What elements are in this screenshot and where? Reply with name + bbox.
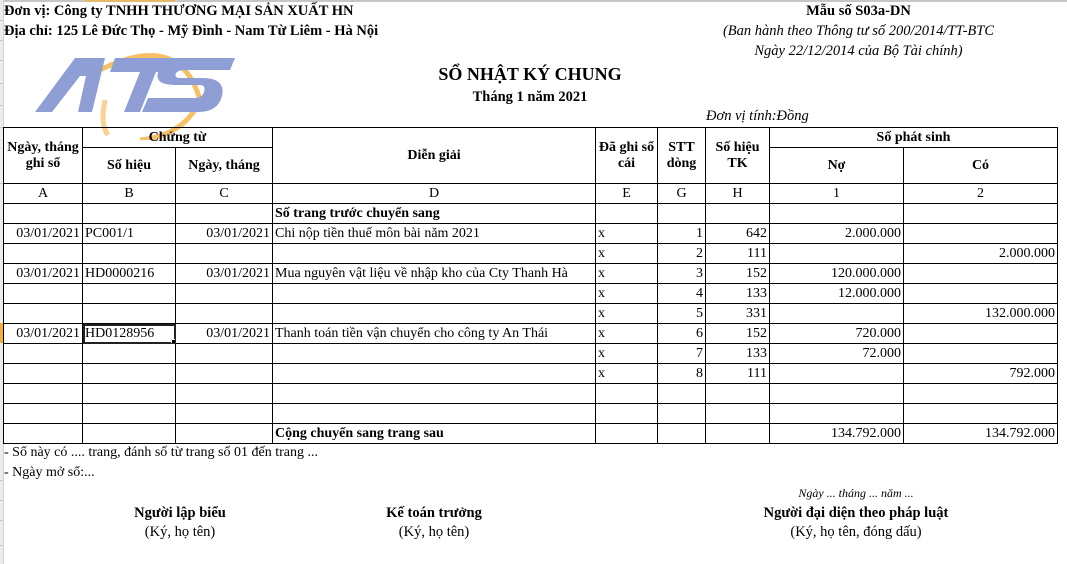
letter-cell[interactable]: H xyxy=(706,184,770,204)
line-no-cell[interactable]: 5 xyxy=(658,304,706,324)
account-cell[interactable]: 111 xyxy=(706,364,770,384)
description-cell[interactable]: Mua nguyên vật liệu về nhập kho của Cty Thanh Hà xyxy=(273,264,596,284)
cell[interactable] xyxy=(4,404,83,424)
debit-cell[interactable]: 120.000.000 xyxy=(770,264,904,284)
letter-cell[interactable]: C xyxy=(176,184,273,204)
cell[interactable] xyxy=(904,204,1058,224)
row-gridline xyxy=(0,60,3,61)
credit-cell[interactable] xyxy=(904,264,1058,284)
debit-cell[interactable] xyxy=(770,364,904,384)
fill-handle[interactable] xyxy=(171,339,176,344)
company-name: Đơn vị: Công ty TNHH THƯƠNG MẠI SẢN XUẤT HN xyxy=(4,3,354,19)
cell[interactable] xyxy=(706,384,770,404)
description-cell[interactable]: Chi nộp tiền thuế môn bài năm 2021 xyxy=(273,224,596,244)
table-row xyxy=(4,264,1058,284)
voucher-no-cell[interactable] xyxy=(83,244,176,264)
description-cell[interactable] xyxy=(273,344,596,364)
chief-accountant-sign-note: (Ký, họ tên) xyxy=(398,524,470,540)
account-cell[interactable]: 152 xyxy=(706,264,770,284)
cell[interactable] xyxy=(904,404,1058,424)
header-credit[interactable]: Có xyxy=(904,148,1058,184)
cell[interactable] xyxy=(83,424,176,444)
cell[interactable] xyxy=(658,384,706,404)
cell[interactable] xyxy=(4,384,83,404)
carried-forward-label[interactable]: Số trang trước chuyển sang xyxy=(273,204,596,224)
debit-cell[interactable]: 720.000 xyxy=(770,324,904,344)
line-no-cell[interactable]: 1 xyxy=(658,224,706,244)
voucher-no-cell[interactable]: PC001/1 xyxy=(83,224,176,244)
column-header-edge xyxy=(0,0,1067,2)
cell[interactable] xyxy=(4,424,83,444)
header-amount[interactable]: Số phát sinh xyxy=(770,128,1058,148)
voucher-no-cell[interactable]: HD0000216 xyxy=(83,264,176,284)
header-voucher[interactable]: Chứng từ xyxy=(83,128,273,148)
header-account-no[interactable]: Số hiệu TK xyxy=(706,128,770,184)
date-cell[interactable] xyxy=(4,364,83,384)
selected-column-indicator xyxy=(85,0,175,2)
voucher-date-cell[interactable]: 03/01/2021 xyxy=(176,264,273,284)
description-cell[interactable]: Thanh toán tiền vận chuyển cho công ty An Thái xyxy=(273,324,596,344)
voucher-no-cell[interactable] xyxy=(83,284,176,304)
cell[interactable] xyxy=(770,384,904,404)
legal-rep-title: Người đại diện theo pháp luật xyxy=(763,505,949,521)
chief-accountant-title: Kế toán trưởng xyxy=(386,505,482,521)
note-pages: - Sổ này có .... trang, đánh số từ trang số 01 đến trang ... xyxy=(4,445,318,460)
letter-cell[interactable]: A xyxy=(4,184,83,204)
posted-cell[interactable]: x xyxy=(596,324,658,344)
posted-cell[interactable]: x xyxy=(596,284,658,304)
account-cell[interactable]: 133 xyxy=(706,344,770,364)
cell[interactable] xyxy=(83,404,176,424)
account-cell[interactable]: 642 xyxy=(706,224,770,244)
cell[interactable] xyxy=(658,404,706,424)
column-letter-row xyxy=(4,184,1058,204)
account-cell[interactable]: 152 xyxy=(706,324,770,344)
total-credit[interactable]: 134.792.000 xyxy=(904,424,1058,444)
date-cell[interactable] xyxy=(4,244,83,264)
cell[interactable] xyxy=(706,204,770,224)
voucher-date-cell[interactable]: 03/01/2021 xyxy=(176,324,273,344)
note-open-date: - Ngày mở sổ:... xyxy=(4,465,95,480)
cell[interactable] xyxy=(706,404,770,424)
table-row xyxy=(4,304,1058,324)
posted-cell[interactable]: x xyxy=(596,224,658,244)
row-gridline xyxy=(0,520,3,521)
line-no-cell[interactable]: 8 xyxy=(658,364,706,384)
cell[interactable] xyxy=(4,204,83,224)
table-row xyxy=(4,284,1058,304)
page-title: SỔ NHẬT KÝ CHUNG xyxy=(438,64,622,84)
description-cell[interactable] xyxy=(273,304,596,324)
account-cell[interactable]: 111 xyxy=(706,244,770,264)
header-posted-ledger[interactable]: Đã ghi sổ cái xyxy=(596,128,658,184)
header-debit[interactable]: Nợ xyxy=(770,148,904,184)
row-gridline xyxy=(0,20,3,21)
header-voucher-no[interactable]: Số hiệu xyxy=(83,148,176,184)
cell[interactable] xyxy=(83,384,176,404)
cell[interactable] xyxy=(904,384,1058,404)
voucher-no-cell[interactable] xyxy=(83,304,176,324)
cell[interactable] xyxy=(273,384,596,404)
letter-cell[interactable]: G xyxy=(658,184,706,204)
voucher-no-cell[interactable] xyxy=(83,364,176,384)
total-label[interactable]: Cộng chuyển sang trang sau xyxy=(273,424,596,444)
line-no-cell[interactable]: 2 xyxy=(658,244,706,264)
total-row xyxy=(4,424,1058,444)
date-cell[interactable]: 03/01/2021 xyxy=(4,324,83,344)
cell[interactable] xyxy=(596,204,658,224)
header-voucher-date[interactable]: Ngày, tháng xyxy=(176,148,273,184)
voucher-no-text: HD0128956 xyxy=(85,326,155,341)
row-gridline xyxy=(0,545,3,546)
letter-cell[interactable]: D xyxy=(273,184,596,204)
company-address: Địa chỉ: 125 Lê Đức Thọ - Mỹ Đình - Nam Từ Liêm - Hà Nội xyxy=(4,23,379,39)
cell[interactable] xyxy=(176,404,273,424)
table-row xyxy=(4,344,1058,364)
journal-table xyxy=(3,127,1058,444)
preparer-title: Người lập biểu xyxy=(134,505,226,521)
account-cell[interactable]: 331 xyxy=(706,304,770,324)
date-cell[interactable]: 03/01/2021 xyxy=(4,224,83,244)
line-no-cell[interactable]: 3 xyxy=(658,264,706,284)
cell[interactable] xyxy=(596,424,658,444)
header-line-no[interactable]: STT dòng xyxy=(658,128,706,184)
posted-cell[interactable]: x xyxy=(596,344,658,364)
cell[interactable] xyxy=(176,424,273,444)
description-cell[interactable] xyxy=(273,364,596,384)
debit-cell[interactable]: 2.000.000 xyxy=(770,224,904,244)
credit-cell[interactable]: 792.000 xyxy=(904,364,1058,384)
debit-cell[interactable] xyxy=(770,304,904,324)
posted-cell[interactable]: x xyxy=(596,264,658,284)
voucher-no-cell[interactable] xyxy=(83,344,176,364)
credit-cell[interactable] xyxy=(904,224,1058,244)
page-subtitle: Tháng 1 năm 2021 xyxy=(472,89,588,105)
description-cell[interactable] xyxy=(273,284,596,304)
debit-cell[interactable]: 12.000.000 xyxy=(770,284,904,304)
cell[interactable] xyxy=(176,204,273,224)
cell[interactable] xyxy=(596,404,658,424)
date-cell[interactable] xyxy=(4,284,83,304)
table-row xyxy=(4,324,1058,344)
table-row xyxy=(4,244,1058,264)
header-description[interactable]: Diễn giải xyxy=(273,128,596,184)
credit-cell[interactable] xyxy=(904,344,1058,364)
credit-cell[interactable] xyxy=(904,284,1058,304)
total-debit[interactable]: 134.792.000 xyxy=(770,424,904,444)
cell[interactable] xyxy=(658,424,706,444)
row-gridline xyxy=(0,40,3,41)
row-gridline xyxy=(0,83,3,84)
letter-cell[interactable]: 1 xyxy=(770,184,904,204)
credit-cell[interactable]: 2.000.000 xyxy=(904,244,1058,264)
form-regulation-date: Ngày 22/12/2014 của Bộ Tài chính) xyxy=(754,43,963,59)
carried-forward-row xyxy=(4,204,1058,224)
row-gridline xyxy=(0,500,3,501)
letter-cell[interactable]: 2 xyxy=(904,184,1058,204)
form-regulation: (Ban hành theo Thông tư số 200/2014/TT-BTC xyxy=(722,23,995,39)
account-cell[interactable]: 133 xyxy=(706,284,770,304)
date-cell[interactable] xyxy=(4,344,83,364)
debit-cell[interactable] xyxy=(770,244,904,264)
letter-cell[interactable]: B xyxy=(83,184,176,204)
cell[interactable] xyxy=(83,204,176,224)
header-date-recorded[interactable]: Ngày, tháng ghi sổ xyxy=(4,128,83,184)
line-no-cell[interactable]: 4 xyxy=(658,284,706,304)
cell[interactable] xyxy=(273,404,596,424)
voucher-date-cell[interactable] xyxy=(176,304,273,324)
line-no-cell[interactable]: 7 xyxy=(658,344,706,364)
cell[interactable] xyxy=(176,384,273,404)
voucher-date-cell[interactable] xyxy=(176,244,273,264)
posted-cell[interactable]: x xyxy=(596,244,658,264)
empty-row xyxy=(4,404,1058,424)
legal-rep-sign-note: (Ký, họ tên, đóng dấu) xyxy=(790,524,922,540)
row-gridline xyxy=(0,105,3,106)
currency-unit: Đơn vị tính:Đồng xyxy=(706,108,809,124)
cell[interactable] xyxy=(770,204,904,224)
row-gridline xyxy=(0,480,3,481)
table-row xyxy=(4,364,1058,384)
posted-cell[interactable]: x xyxy=(596,364,658,384)
line-no-cell[interactable]: 6 xyxy=(658,324,706,344)
debit-cell[interactable]: 72.000 xyxy=(770,344,904,364)
cell[interactable] xyxy=(706,424,770,444)
cell[interactable] xyxy=(770,404,904,424)
preparer-sign-note: (Ký, họ tên) xyxy=(144,524,216,540)
signature-date: Ngày ... tháng ... năm ... xyxy=(798,486,914,500)
empty-row xyxy=(4,384,1058,404)
credit-cell[interactable]: 132.000.000 xyxy=(904,304,1058,324)
credit-cell[interactable] xyxy=(904,324,1058,344)
voucher-date-cell[interactable]: 03/01/2021 xyxy=(176,224,273,244)
posted-cell[interactable]: x xyxy=(596,304,658,324)
voucher-date-cell[interactable] xyxy=(176,344,273,364)
form-code: Mẫu số S03a-DN xyxy=(806,3,911,19)
description-cell[interactable] xyxy=(273,244,596,264)
date-cell[interactable]: 03/01/2021 xyxy=(4,264,83,284)
voucher-date-cell[interactable] xyxy=(176,364,273,384)
cell[interactable] xyxy=(596,384,658,404)
date-cell[interactable] xyxy=(4,304,83,324)
voucher-date-cell[interactable] xyxy=(176,284,273,304)
table-row xyxy=(4,224,1058,244)
ats-logo-icon xyxy=(30,40,240,140)
voucher-no-cell-selected[interactable] xyxy=(83,324,176,344)
cell[interactable] xyxy=(658,204,706,224)
letter-cell[interactable]: E xyxy=(596,184,658,204)
